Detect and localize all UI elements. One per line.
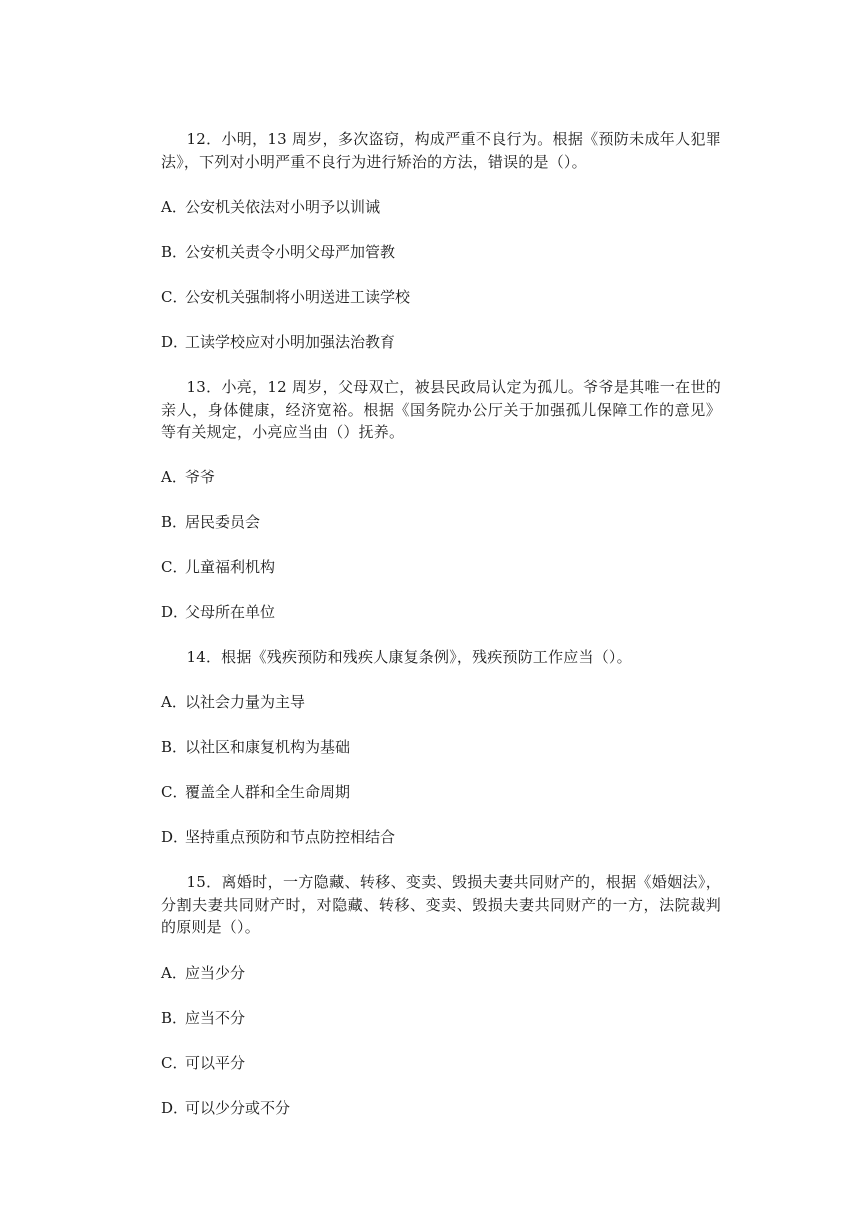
option-letter: B． [161, 738, 188, 756]
question-stem: 13．小亮，12 周岁，父母双亡，被县民政局认定为孤儿。爷爷是其唯一在世的亲人，身体健康，经济宽裕。根据《国务院办公厅关于加强孤儿保障工作的意见》等有关规定，小亮应当由（）抚养。 [161, 378, 721, 441]
question-14 [161, 646, 721, 849]
option-d [161, 331, 721, 353]
option-a [161, 196, 721, 218]
option-b [161, 511, 721, 533]
question-stem: 14．根据《残疾预防和残疾人康复条例》，残疾预防工作应当（）。 [186, 647, 632, 666]
option-letter: A． [161, 198, 187, 216]
option-c [161, 286, 721, 308]
option-a [161, 962, 721, 984]
option-text: 覆盖全人群和全生命周期 [185, 783, 351, 801]
option-text: 以社会力量为主导 [185, 693, 306, 711]
question-list [161, 128, 721, 1142]
option-a [161, 466, 721, 488]
option-text: 公安机关依法对小明予以训诫 [185, 198, 381, 216]
question-13 [161, 376, 721, 623]
option-letter: D． [161, 602, 189, 621]
option-text: 居民委员会 [185, 512, 261, 531]
option-c [161, 556, 721, 578]
option-text: 公安机关强制将小明送进工读学校 [185, 288, 411, 306]
option-d [161, 1097, 721, 1119]
option-letter: D． [161, 1098, 189, 1117]
option-text: 坚持重点预防和节点防控相结合 [185, 828, 396, 846]
option-text: 以社区和康复机构为基础 [185, 738, 351, 756]
option-text: 爷爷 [185, 467, 216, 486]
option-letter: A． [161, 467, 187, 486]
option-letter: B． [161, 1008, 188, 1027]
option-d [161, 826, 721, 848]
option-text: 父母所在单位 [185, 602, 276, 621]
question-stem: 12．小明，13 周岁，多次盗窃，构成严重不良行为。根据《预防未成年人犯罪法》，下列对小明严重不良行为进行矫治的方法，错误的是（）。 [161, 130, 721, 171]
option-d [161, 601, 721, 623]
option-text: 公安机关责令小明父母严加管教 [185, 243, 396, 261]
option-text: 应当少分 [185, 963, 246, 982]
option-b [161, 736, 721, 758]
option-c [161, 1052, 721, 1074]
option-letter: B． [161, 243, 188, 261]
option-a [161, 691, 721, 713]
option-letter: C． [161, 557, 188, 576]
option-text: 可以平分 [185, 1053, 246, 1072]
option-letter: A． [161, 693, 187, 711]
question-15 [161, 871, 721, 1119]
question-12 [161, 128, 721, 353]
option-text: 应当不分 [185, 1008, 246, 1027]
option-letter: C． [161, 783, 188, 801]
option-letter: A． [161, 963, 187, 982]
option-letter: B． [161, 512, 188, 531]
option-letter: D． [161, 333, 189, 351]
option-text: 儿童福利机构 [185, 557, 276, 576]
option-letter: C． [161, 1053, 188, 1072]
option-letter: D． [161, 828, 189, 846]
option-c [161, 781, 721, 803]
option-b [161, 1007, 721, 1029]
option-text: 可以少分或不分 [185, 1098, 291, 1117]
option-text: 工读学校应对小明加强法治教育 [185, 333, 396, 351]
option-letter: C． [161, 288, 188, 306]
question-stem: 15．离婚时，一方隐藏、转移、变卖、毁损夫妻共同财产的，根据《婚姻法》，分割夫妻共同财产时，对隐藏、转移、变卖、毁损夫妻共同财产的一方，法院裁判的原则是（）。 [161, 873, 721, 936]
option-b [161, 241, 721, 263]
